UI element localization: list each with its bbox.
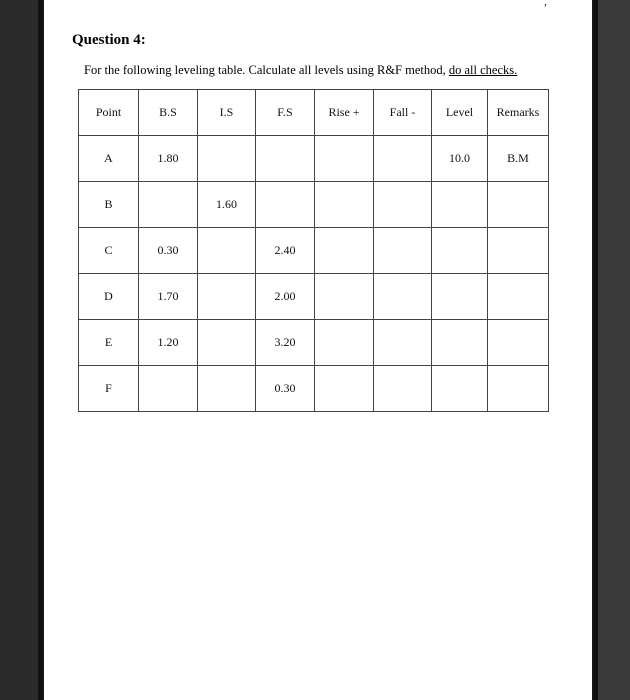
cell-point: B: [79, 182, 139, 228]
table-row: [79, 228, 549, 274]
cell-point: F: [79, 366, 139, 412]
viewer-background: [598, 0, 630, 700]
table-row: [79, 274, 549, 320]
cell-bs: [139, 182, 198, 228]
header-bs: B.S: [139, 90, 198, 136]
cell-fs: [256, 136, 315, 182]
cell-point: D: [79, 274, 139, 320]
corner-mark: ,: [544, 0, 547, 8]
cell-is: [198, 136, 256, 182]
cell-fs: 0.30: [256, 366, 315, 412]
cell-bs: 1.70: [139, 274, 198, 320]
cell-fall: [374, 366, 432, 412]
header-is: I.S: [198, 90, 256, 136]
cell-rise: [315, 320, 374, 366]
cell-remarks: [488, 274, 549, 320]
header-level: Level: [432, 90, 488, 136]
cell-fs: 2.40: [256, 228, 315, 274]
cell-fs: 2.00: [256, 274, 315, 320]
cell-level: [432, 274, 488, 320]
cell-is: [198, 320, 256, 366]
cell-remarks: [488, 320, 549, 366]
cell-remarks: [488, 182, 549, 228]
instruction-text: For the following leveling table. Calculate all levels using R&F method,: [84, 63, 449, 77]
question-instruction: [84, 63, 517, 78]
cell-is: [198, 228, 256, 274]
cell-remarks: [488, 228, 549, 274]
cell-bs: 0.30: [139, 228, 198, 274]
cell-fs: 3.20: [256, 320, 315, 366]
cell-remarks: B.M: [488, 136, 549, 182]
cell-rise: [315, 228, 374, 274]
cell-point: C: [79, 228, 139, 274]
header-fall: Fall -: [374, 90, 432, 136]
cell-is: [198, 366, 256, 412]
cell-fall: [374, 228, 432, 274]
table-header-row: [79, 90, 549, 136]
cell-is: 1.60: [198, 182, 256, 228]
header-point: Point: [79, 90, 139, 136]
cell-rise: [315, 182, 374, 228]
header-rise: Rise +: [315, 90, 374, 136]
cell-fall: [374, 320, 432, 366]
cell-fall: [374, 182, 432, 228]
leveling-table: [78, 89, 549, 412]
cell-point: A: [79, 136, 139, 182]
cell-point: E: [79, 320, 139, 366]
question-title: Question 4:: [72, 32, 146, 48]
table-row: [79, 182, 549, 228]
table-row: [79, 366, 549, 412]
table-row: [79, 320, 549, 366]
cell-level: [432, 228, 488, 274]
cell-level: 10.0: [432, 136, 488, 182]
header-fs: F.S: [256, 90, 315, 136]
cell-remarks: [488, 366, 549, 412]
cell-bs: [139, 366, 198, 412]
cell-level: [432, 366, 488, 412]
cell-rise: [315, 274, 374, 320]
cell-bs: 1.80: [139, 136, 198, 182]
cell-bs: 1.20: [139, 320, 198, 366]
cell-level: [432, 320, 488, 366]
cell-rise: [315, 136, 374, 182]
cell-fs: [256, 182, 315, 228]
document-page: [44, 0, 592, 700]
header-remarks: Remarks: [488, 90, 549, 136]
cell-fall: [374, 274, 432, 320]
cell-is: [198, 274, 256, 320]
cell-rise: [315, 366, 374, 412]
table-row: [79, 136, 549, 182]
cell-level: [432, 182, 488, 228]
cell-fall: [374, 136, 432, 182]
instruction-emphasis: do all checks.: [448, 63, 518, 77]
